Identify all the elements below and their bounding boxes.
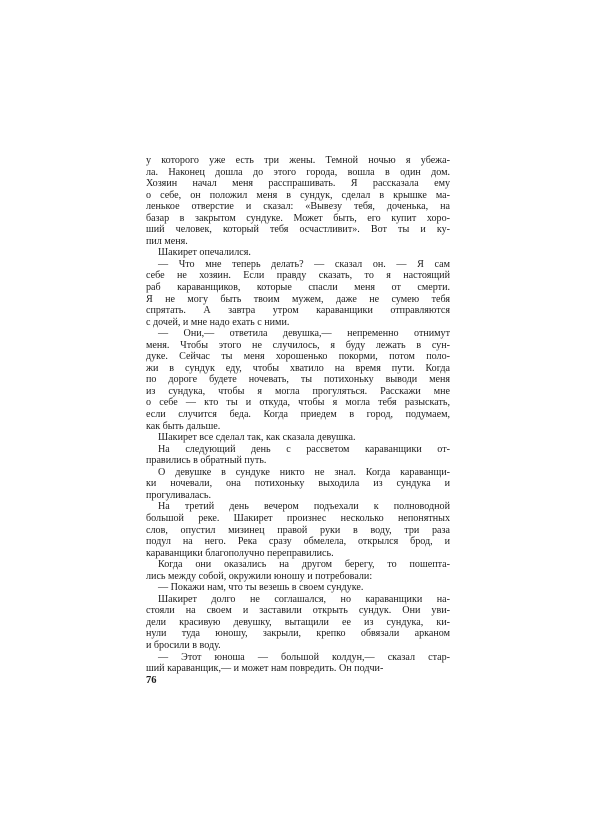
text-line: прогуливалась. xyxy=(146,489,212,501)
text-line: лись между собой, окружили юношу и потребовали: xyxy=(146,570,373,582)
text-line: Шакирет опечалился. xyxy=(158,247,251,259)
text-line: ший караванщик,— и может нам повредить. Он подчи- xyxy=(146,663,384,675)
text-line: базар в закрытом сундуке. Может быть, его купит хоро- xyxy=(146,212,450,224)
text-line: спрятать. А завтра утром караванщики отправляются xyxy=(146,305,450,317)
text-line: о себе — кто ты и откуда, чтобы я могла тебя разыскать, xyxy=(146,397,450,409)
paragraph xyxy=(146,247,450,259)
text-line: караванщики благополучно переправились. xyxy=(146,547,334,559)
text-line: с дочей, и мне надо ехать с ними. xyxy=(146,316,290,328)
text-line: большой реке. Шакирет произнес несколько непонятных xyxy=(146,512,450,524)
text-line: — Этот юноша — большой колдун,— сказал стар- xyxy=(158,651,450,663)
paragraph xyxy=(146,432,450,444)
text-line: нули туда юношу, закрыли, крепко обвязали арканом xyxy=(146,628,450,640)
text-line: слов, опустил мизинец правой руки в воду, три раза xyxy=(146,524,450,536)
text-line: из сундука, чтобы я могла прогуляться. Расскажи мне xyxy=(146,385,450,397)
text-line: ки ночевали, она потихоньку выходила из сундука и xyxy=(146,478,450,490)
text-line: как быть дальше. xyxy=(146,420,221,432)
paragraph xyxy=(146,155,450,247)
text-line: — Покажи нам, что ты везешь в своем сундуке. xyxy=(158,582,364,594)
text-line: На третий день вечером подъехали к полноводной xyxy=(158,501,450,513)
text-line: дуке. Сейчас ты меня хорошенько покорми, потом поло- xyxy=(146,351,450,363)
text-line: пил меня. xyxy=(146,235,188,247)
text-line: дели красивую девушку, вытащили ее из сундука, ки- xyxy=(146,616,450,628)
text-line: у которого уже есть три жены. Темной ночью я убежа- xyxy=(146,155,450,166)
text-line: если случится беда. Когда приедем в город, подумаем, xyxy=(146,409,450,421)
text-line: Хозяин начал меня расспрашивать. Я рассказала ему xyxy=(146,178,450,190)
text-line: О девушке в сундуке никто не знал. Когда караванщи- xyxy=(158,466,450,478)
text-line: правились в обратный путь. xyxy=(146,455,267,467)
text-line: по дороге будете ночевать, ты потихоньку выводи меня xyxy=(146,374,450,386)
paragraph xyxy=(146,467,450,502)
text-line: себе не хозяин. Если правду сказать, то я настоящий xyxy=(146,270,450,282)
text-line: — Что мне теперь делать? — сказал он. — Я сам xyxy=(158,258,450,270)
text-line: раб караванщиков, которые спасли меня от смерти. xyxy=(146,282,450,294)
paragraph xyxy=(146,652,450,675)
text-line: ленькое отверстие и сказал: «Вывезу тебя, доченька, на xyxy=(146,201,450,213)
page-number: 76 xyxy=(146,675,157,686)
text-line: — Они,— ответила девушка,— непременно отнимут xyxy=(158,328,450,340)
text-line: подул на него. Река сразу обмелела, открылся брод, и xyxy=(146,536,450,548)
text-line: Шакирет все сделал так, как сказала девушка. xyxy=(158,432,356,444)
text-line: ший человек, который тебя осчастливит». Вот ты и ку- xyxy=(146,224,450,236)
paragraph xyxy=(146,259,450,328)
text-line: Я не могу быть твоим мужем, даже не сумею тебя xyxy=(146,293,450,305)
paragraph xyxy=(146,594,450,652)
paragraph xyxy=(146,501,450,559)
paragraph xyxy=(146,582,450,594)
text-line: стояли на своем и заставили открыть сундук. Они уви- xyxy=(146,605,450,617)
text-line: Шакирет долго не соглашался, но караванщики на- xyxy=(158,593,450,605)
page-text xyxy=(146,155,450,675)
text-line: На следующий день с рассветом караванщики от- xyxy=(158,443,450,455)
text-line: меня. Чтобы этого не случилось, я буду лежать в сун- xyxy=(146,339,450,351)
text-line: Когда они оказались на другом берегу, то пошепта- xyxy=(158,559,450,571)
paragraph xyxy=(146,444,450,467)
text-line: и бросили в воду. xyxy=(146,639,221,651)
text-line: ла. Наконец дошла до этого города, вошла в один дом. xyxy=(146,166,450,178)
paragraph xyxy=(146,559,450,582)
paragraph xyxy=(146,328,450,432)
text-line: жи в сундук еду, чтобы хватило на время пути. Когда xyxy=(146,362,450,374)
text-line: о себе, он положил меня в сундук, сделал в крышке ма- xyxy=(146,189,450,201)
